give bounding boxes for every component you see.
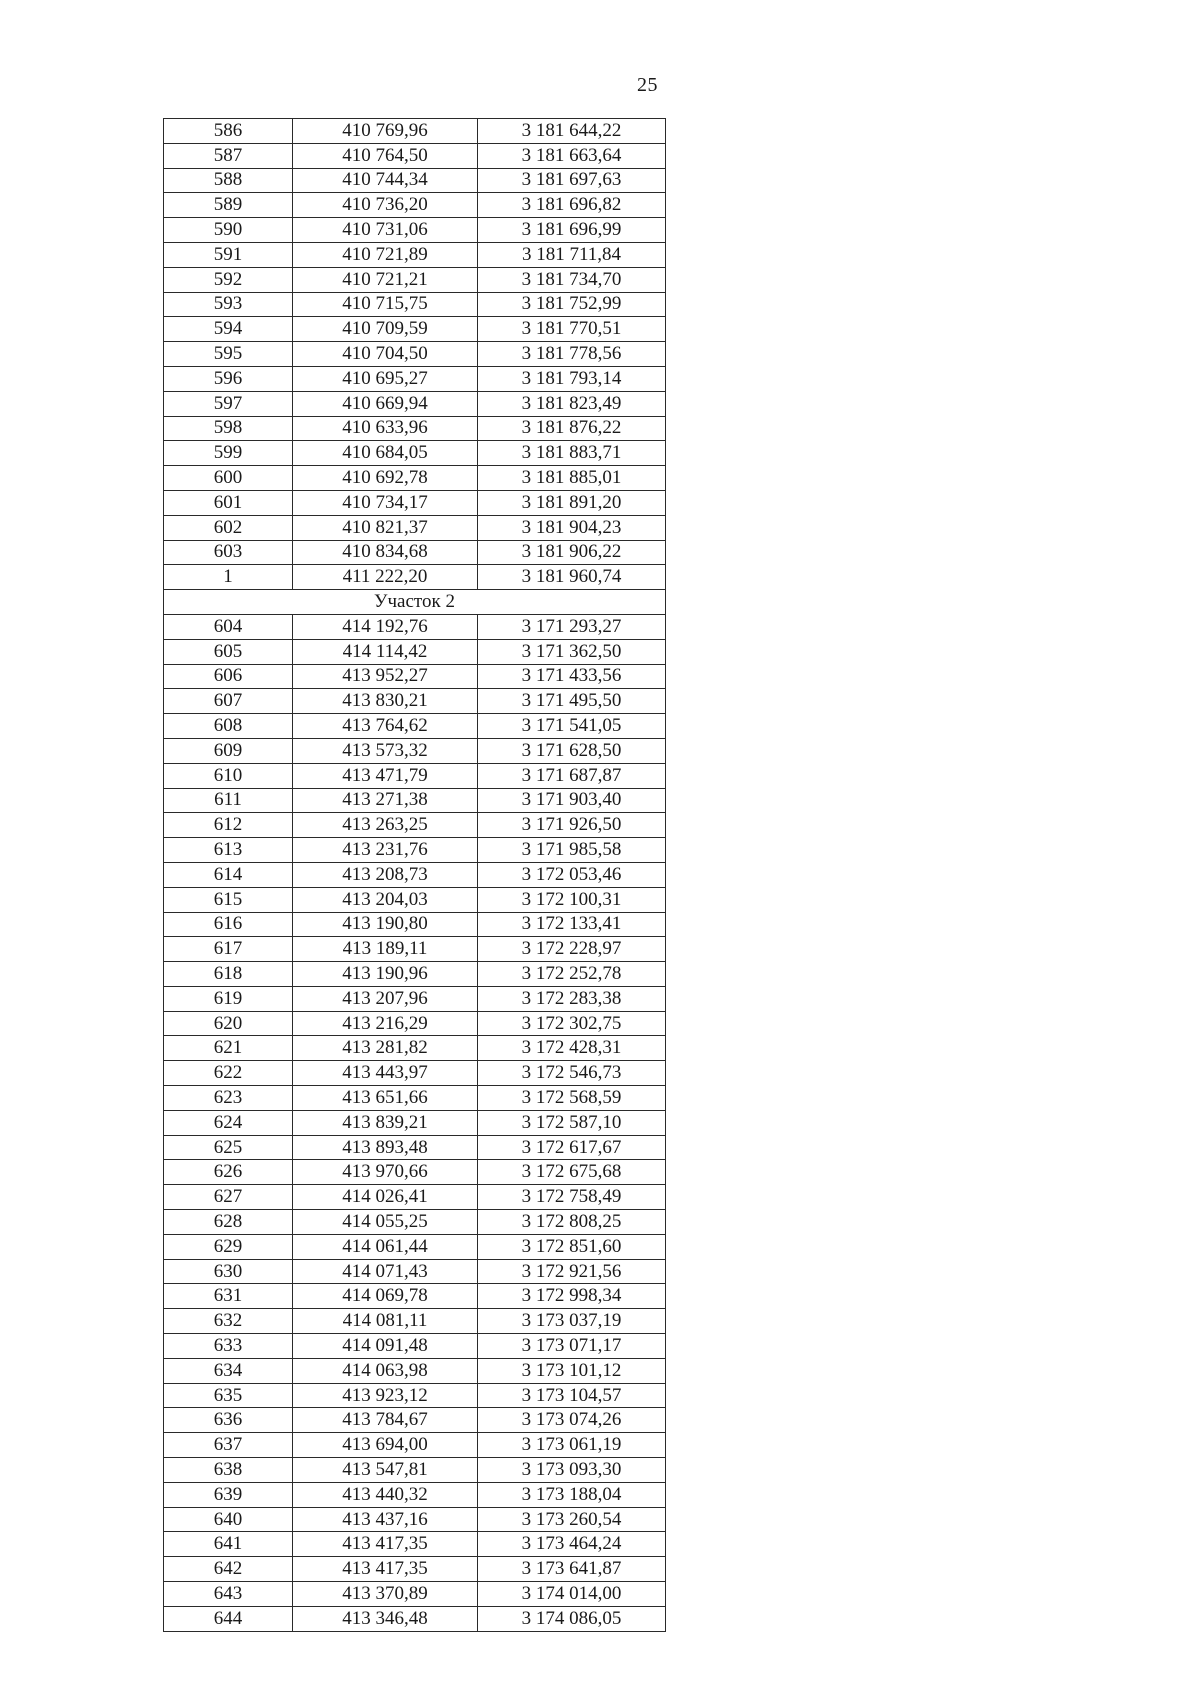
x-coordinate-cell: 414 192,76 bbox=[293, 614, 478, 639]
table-row bbox=[164, 838, 666, 863]
y-coordinate-cell: 3 181 644,22 bbox=[478, 119, 666, 144]
y-coordinate-cell: 3 181 793,14 bbox=[478, 366, 666, 391]
x-coordinate-cell: 413 573,32 bbox=[293, 738, 478, 763]
x-coordinate-cell: 413 651,66 bbox=[293, 1086, 478, 1111]
x-coordinate-cell: 413 694,00 bbox=[293, 1433, 478, 1458]
y-coordinate-cell: 3 171 985,58 bbox=[478, 838, 666, 863]
table-row bbox=[164, 1358, 666, 1383]
table-row bbox=[164, 1210, 666, 1235]
table-row bbox=[164, 788, 666, 813]
table-row bbox=[164, 1532, 666, 1557]
y-coordinate-cell: 3 172 302,75 bbox=[478, 1011, 666, 1036]
table-row bbox=[164, 1061, 666, 1086]
y-coordinate-cell: 3 171 903,40 bbox=[478, 788, 666, 813]
y-coordinate-cell: 3 172 133,41 bbox=[478, 912, 666, 937]
point-number-cell: 632 bbox=[164, 1309, 293, 1334]
y-coordinate-cell: 3 172 546,73 bbox=[478, 1061, 666, 1086]
y-coordinate-cell: 3 172 998,34 bbox=[478, 1284, 666, 1309]
x-coordinate-cell: 413 346,48 bbox=[293, 1606, 478, 1631]
y-coordinate-cell: 3 174 014,00 bbox=[478, 1582, 666, 1607]
table-row bbox=[164, 862, 666, 887]
y-coordinate-cell: 3 173 093,30 bbox=[478, 1458, 666, 1483]
x-coordinate-cell: 413 231,76 bbox=[293, 838, 478, 863]
y-coordinate-cell: 3 173 260,54 bbox=[478, 1507, 666, 1532]
point-number-cell: 637 bbox=[164, 1433, 293, 1458]
x-coordinate-cell: 413 190,80 bbox=[293, 912, 478, 937]
page-number: 25 bbox=[637, 74, 658, 96]
point-number-cell: 620 bbox=[164, 1011, 293, 1036]
y-coordinate-cell: 3 171 433,56 bbox=[478, 664, 666, 689]
y-coordinate-cell: 3 181 891,20 bbox=[478, 490, 666, 515]
x-coordinate-cell: 413 443,97 bbox=[293, 1061, 478, 1086]
y-coordinate-cell: 3 172 921,56 bbox=[478, 1259, 666, 1284]
table-row bbox=[164, 1309, 666, 1334]
table-row bbox=[164, 986, 666, 1011]
point-number-cell: 640 bbox=[164, 1507, 293, 1532]
table-row bbox=[164, 342, 666, 367]
table-row bbox=[164, 1110, 666, 1135]
x-coordinate-cell: 414 081,11 bbox=[293, 1309, 478, 1334]
table-row bbox=[164, 366, 666, 391]
x-coordinate-cell: 410 709,59 bbox=[293, 317, 478, 342]
x-coordinate-cell: 413 208,73 bbox=[293, 862, 478, 887]
x-coordinate-cell: 413 440,32 bbox=[293, 1482, 478, 1507]
y-coordinate-cell: 3 181 770,51 bbox=[478, 317, 666, 342]
point-number-cell: 599 bbox=[164, 441, 293, 466]
point-number-cell: 619 bbox=[164, 986, 293, 1011]
y-coordinate-cell: 3 172 428,31 bbox=[478, 1036, 666, 1061]
point-number-cell: 628 bbox=[164, 1210, 293, 1235]
point-number-cell: 595 bbox=[164, 342, 293, 367]
x-coordinate-cell: 413 263,25 bbox=[293, 813, 478, 838]
y-coordinate-cell: 3 171 628,50 bbox=[478, 738, 666, 763]
table-row bbox=[164, 912, 666, 937]
y-coordinate-cell: 3 171 293,27 bbox=[478, 614, 666, 639]
point-number-cell: 592 bbox=[164, 267, 293, 292]
table-row bbox=[164, 1011, 666, 1036]
point-number-cell: 634 bbox=[164, 1358, 293, 1383]
point-number-cell: 603 bbox=[164, 540, 293, 565]
table-row bbox=[164, 143, 666, 168]
x-coordinate-cell: 413 417,35 bbox=[293, 1557, 478, 1582]
x-coordinate-cell: 410 669,94 bbox=[293, 391, 478, 416]
y-coordinate-cell: 3 172 808,25 bbox=[478, 1210, 666, 1235]
point-number-cell: 609 bbox=[164, 738, 293, 763]
table-row bbox=[164, 1284, 666, 1309]
point-number-cell: 638 bbox=[164, 1458, 293, 1483]
table-row bbox=[164, 218, 666, 243]
table-row bbox=[164, 1482, 666, 1507]
y-coordinate-cell: 3 173 188,04 bbox=[478, 1482, 666, 1507]
y-coordinate-cell: 3 171 495,50 bbox=[478, 689, 666, 714]
x-coordinate-cell: 413 893,48 bbox=[293, 1135, 478, 1160]
point-number-cell: 621 bbox=[164, 1036, 293, 1061]
table-row bbox=[164, 937, 666, 962]
table-row bbox=[164, 1433, 666, 1458]
x-coordinate-cell: 413 923,12 bbox=[293, 1383, 478, 1408]
point-number-cell: 631 bbox=[164, 1284, 293, 1309]
table-row bbox=[164, 1259, 666, 1284]
x-coordinate-cell: 410 769,96 bbox=[293, 119, 478, 144]
point-number-cell: 604 bbox=[164, 614, 293, 639]
table-row bbox=[164, 1036, 666, 1061]
table-row bbox=[164, 1185, 666, 1210]
point-number-cell: 601 bbox=[164, 490, 293, 515]
y-coordinate-cell: 3 181 734,70 bbox=[478, 267, 666, 292]
coordinates-table bbox=[163, 118, 666, 1632]
x-coordinate-cell: 414 063,98 bbox=[293, 1358, 478, 1383]
point-number-cell: 594 bbox=[164, 317, 293, 342]
y-coordinate-cell: 3 181 711,84 bbox=[478, 242, 666, 267]
y-coordinate-cell: 3 172 587,10 bbox=[478, 1110, 666, 1135]
table-row bbox=[164, 1507, 666, 1532]
y-coordinate-cell: 3 181 883,71 bbox=[478, 441, 666, 466]
point-number-cell: 613 bbox=[164, 838, 293, 863]
x-coordinate-cell: 414 114,42 bbox=[293, 639, 478, 664]
table-row bbox=[164, 515, 666, 540]
point-number-cell: 602 bbox=[164, 515, 293, 540]
x-coordinate-cell: 410 684,05 bbox=[293, 441, 478, 466]
y-coordinate-cell: 3 181 696,82 bbox=[478, 193, 666, 218]
point-number-cell: 590 bbox=[164, 218, 293, 243]
section-title: Участок 2 bbox=[164, 590, 666, 615]
point-number-cell: 612 bbox=[164, 813, 293, 838]
table-row bbox=[164, 763, 666, 788]
table-row bbox=[164, 1582, 666, 1607]
x-coordinate-cell: 413 216,29 bbox=[293, 1011, 478, 1036]
point-number-cell: 624 bbox=[164, 1110, 293, 1135]
x-coordinate-cell: 413 547,81 bbox=[293, 1458, 478, 1483]
table-row bbox=[164, 738, 666, 763]
y-coordinate-cell: 3 181 778,56 bbox=[478, 342, 666, 367]
table-row bbox=[164, 416, 666, 441]
point-number-cell: 600 bbox=[164, 466, 293, 491]
point-number-cell: 606 bbox=[164, 664, 293, 689]
point-number-cell: 623 bbox=[164, 1086, 293, 1111]
y-coordinate-cell: 3 173 071,17 bbox=[478, 1334, 666, 1359]
y-coordinate-cell: 3 181 876,22 bbox=[478, 416, 666, 441]
x-coordinate-cell: 410 721,89 bbox=[293, 242, 478, 267]
point-number-cell: 598 bbox=[164, 416, 293, 441]
table-row bbox=[164, 540, 666, 565]
y-coordinate-cell: 3 172 675,68 bbox=[478, 1160, 666, 1185]
table-row bbox=[164, 1458, 666, 1483]
table-row bbox=[164, 441, 666, 466]
table-row bbox=[164, 292, 666, 317]
point-number-cell: 630 bbox=[164, 1259, 293, 1284]
x-coordinate-cell: 414 071,43 bbox=[293, 1259, 478, 1284]
y-coordinate-cell: 3 172 283,38 bbox=[478, 986, 666, 1011]
x-coordinate-cell: 414 069,78 bbox=[293, 1284, 478, 1309]
y-coordinate-cell: 3 173 101,12 bbox=[478, 1358, 666, 1383]
x-coordinate-cell: 410 633,96 bbox=[293, 416, 478, 441]
x-coordinate-cell: 413 471,79 bbox=[293, 763, 478, 788]
point-number-cell: 588 bbox=[164, 168, 293, 193]
point-number-cell: 643 bbox=[164, 1582, 293, 1607]
table-row bbox=[164, 565, 666, 590]
x-coordinate-cell: 410 721,21 bbox=[293, 267, 478, 292]
y-coordinate-cell: 3 171 362,50 bbox=[478, 639, 666, 664]
point-number-cell: 614 bbox=[164, 862, 293, 887]
point-number-cell: 591 bbox=[164, 242, 293, 267]
point-number-cell: 587 bbox=[164, 143, 293, 168]
y-coordinate-cell: 3 181 960,74 bbox=[478, 565, 666, 590]
table-row bbox=[164, 1334, 666, 1359]
point-number-cell: 586 bbox=[164, 119, 293, 144]
table-row bbox=[164, 714, 666, 739]
y-coordinate-cell: 3 173 641,87 bbox=[478, 1557, 666, 1582]
table-row bbox=[164, 887, 666, 912]
table-row bbox=[164, 614, 666, 639]
x-coordinate-cell: 413 839,21 bbox=[293, 1110, 478, 1135]
table-row bbox=[164, 391, 666, 416]
y-coordinate-cell: 3 172 851,60 bbox=[478, 1234, 666, 1259]
x-coordinate-cell: 410 734,17 bbox=[293, 490, 478, 515]
y-coordinate-cell: 3 173 104,57 bbox=[478, 1383, 666, 1408]
y-coordinate-cell: 3 172 100,31 bbox=[478, 887, 666, 912]
x-coordinate-cell: 410 821,37 bbox=[293, 515, 478, 540]
x-coordinate-cell: 410 744,34 bbox=[293, 168, 478, 193]
table-row bbox=[164, 1135, 666, 1160]
x-coordinate-cell: 414 055,25 bbox=[293, 1210, 478, 1235]
x-coordinate-cell: 413 271,38 bbox=[293, 788, 478, 813]
table-row bbox=[164, 1383, 666, 1408]
x-coordinate-cell: 413 190,96 bbox=[293, 962, 478, 987]
y-coordinate-cell: 3 172 568,59 bbox=[478, 1086, 666, 1111]
x-coordinate-cell: 414 026,41 bbox=[293, 1185, 478, 1210]
point-number-cell: 618 bbox=[164, 962, 293, 987]
table-row bbox=[164, 962, 666, 987]
x-coordinate-cell: 410 764,50 bbox=[293, 143, 478, 168]
x-coordinate-cell: 413 437,16 bbox=[293, 1507, 478, 1532]
point-number-cell: 597 bbox=[164, 391, 293, 416]
y-coordinate-cell: 3 173 074,26 bbox=[478, 1408, 666, 1433]
x-coordinate-cell: 413 764,62 bbox=[293, 714, 478, 739]
point-number-cell: 608 bbox=[164, 714, 293, 739]
point-number-cell: 625 bbox=[164, 1135, 293, 1160]
point-number-cell: 644 bbox=[164, 1606, 293, 1631]
y-coordinate-cell: 3 181 663,64 bbox=[478, 143, 666, 168]
x-coordinate-cell: 413 417,35 bbox=[293, 1532, 478, 1557]
table-row bbox=[164, 168, 666, 193]
y-coordinate-cell: 3 171 687,87 bbox=[478, 763, 666, 788]
y-coordinate-cell: 3 172 617,67 bbox=[478, 1135, 666, 1160]
x-coordinate-cell: 413 204,03 bbox=[293, 887, 478, 912]
point-number-cell: 616 bbox=[164, 912, 293, 937]
table-row bbox=[164, 193, 666, 218]
y-coordinate-cell: 3 181 904,23 bbox=[478, 515, 666, 540]
y-coordinate-cell: 3 172 053,46 bbox=[478, 862, 666, 887]
y-coordinate-cell: 3 181 697,63 bbox=[478, 168, 666, 193]
x-coordinate-cell: 410 695,27 bbox=[293, 366, 478, 391]
point-number-cell: 596 bbox=[164, 366, 293, 391]
y-coordinate-cell: 3 181 752,99 bbox=[478, 292, 666, 317]
point-number-cell: 622 bbox=[164, 1061, 293, 1086]
point-number-cell: 642 bbox=[164, 1557, 293, 1582]
y-coordinate-cell: 3 173 464,24 bbox=[478, 1532, 666, 1557]
table-row bbox=[164, 1086, 666, 1111]
table-row bbox=[164, 119, 666, 144]
y-coordinate-cell: 3 181 906,22 bbox=[478, 540, 666, 565]
y-coordinate-cell: 3 173 037,19 bbox=[478, 1309, 666, 1334]
table-row bbox=[164, 1160, 666, 1185]
y-coordinate-cell: 3 181 885,01 bbox=[478, 466, 666, 491]
x-coordinate-cell: 413 189,11 bbox=[293, 937, 478, 962]
x-coordinate-cell: 410 731,06 bbox=[293, 218, 478, 243]
point-number-cell: 593 bbox=[164, 292, 293, 317]
point-number-cell: 605 bbox=[164, 639, 293, 664]
x-coordinate-cell: 413 281,82 bbox=[293, 1036, 478, 1061]
point-number-cell: 629 bbox=[164, 1234, 293, 1259]
point-number-cell: 611 bbox=[164, 788, 293, 813]
table-row bbox=[164, 1606, 666, 1631]
point-number-cell: 635 bbox=[164, 1383, 293, 1408]
table-row bbox=[164, 267, 666, 292]
y-coordinate-cell: 3 171 926,50 bbox=[478, 813, 666, 838]
y-coordinate-cell: 3 172 228,97 bbox=[478, 937, 666, 962]
point-number-cell: 617 bbox=[164, 937, 293, 962]
table-row bbox=[164, 490, 666, 515]
y-coordinate-cell: 3 172 758,49 bbox=[478, 1185, 666, 1210]
y-coordinate-cell: 3 174 086,05 bbox=[478, 1606, 666, 1631]
x-coordinate-cell: 413 952,27 bbox=[293, 664, 478, 689]
table-row bbox=[164, 242, 666, 267]
coordinates-table-body bbox=[164, 119, 666, 1632]
x-coordinate-cell: 413 370,89 bbox=[293, 1582, 478, 1607]
y-coordinate-cell: 3 171 541,05 bbox=[478, 714, 666, 739]
table-row bbox=[164, 1234, 666, 1259]
x-coordinate-cell: 410 692,78 bbox=[293, 466, 478, 491]
point-number-cell: 639 bbox=[164, 1482, 293, 1507]
point-number-cell: 636 bbox=[164, 1408, 293, 1433]
point-number-cell: 633 bbox=[164, 1334, 293, 1359]
point-number-cell: 1 bbox=[164, 565, 293, 590]
table-row bbox=[164, 813, 666, 838]
table-row bbox=[164, 639, 666, 664]
y-coordinate-cell: 3 181 696,99 bbox=[478, 218, 666, 243]
x-coordinate-cell: 410 715,75 bbox=[293, 292, 478, 317]
table-row bbox=[164, 1408, 666, 1433]
point-number-cell: 610 bbox=[164, 763, 293, 788]
point-number-cell: 641 bbox=[164, 1532, 293, 1557]
x-coordinate-cell: 414 091,48 bbox=[293, 1334, 478, 1359]
y-coordinate-cell: 3 172 252,78 bbox=[478, 962, 666, 987]
point-number-cell: 589 bbox=[164, 193, 293, 218]
point-number-cell: 615 bbox=[164, 887, 293, 912]
x-coordinate-cell: 413 784,67 bbox=[293, 1408, 478, 1433]
point-number-cell: 627 bbox=[164, 1185, 293, 1210]
point-number-cell: 607 bbox=[164, 689, 293, 714]
x-coordinate-cell: 413 970,66 bbox=[293, 1160, 478, 1185]
y-coordinate-cell: 3 173 061,19 bbox=[478, 1433, 666, 1458]
table-row bbox=[164, 664, 666, 689]
y-coordinate-cell: 3 181 823,49 bbox=[478, 391, 666, 416]
x-coordinate-cell: 413 207,96 bbox=[293, 986, 478, 1011]
x-coordinate-cell: 410 704,50 bbox=[293, 342, 478, 367]
table-row bbox=[164, 689, 666, 714]
table-row bbox=[164, 466, 666, 491]
x-coordinate-cell: 413 830,21 bbox=[293, 689, 478, 714]
section-header-row bbox=[164, 590, 666, 615]
table-row bbox=[164, 317, 666, 342]
x-coordinate-cell: 410 834,68 bbox=[293, 540, 478, 565]
table-row bbox=[164, 1557, 666, 1582]
x-coordinate-cell: 411 222,20 bbox=[293, 565, 478, 590]
x-coordinate-cell: 414 061,44 bbox=[293, 1234, 478, 1259]
x-coordinate-cell: 410 736,20 bbox=[293, 193, 478, 218]
point-number-cell: 626 bbox=[164, 1160, 293, 1185]
